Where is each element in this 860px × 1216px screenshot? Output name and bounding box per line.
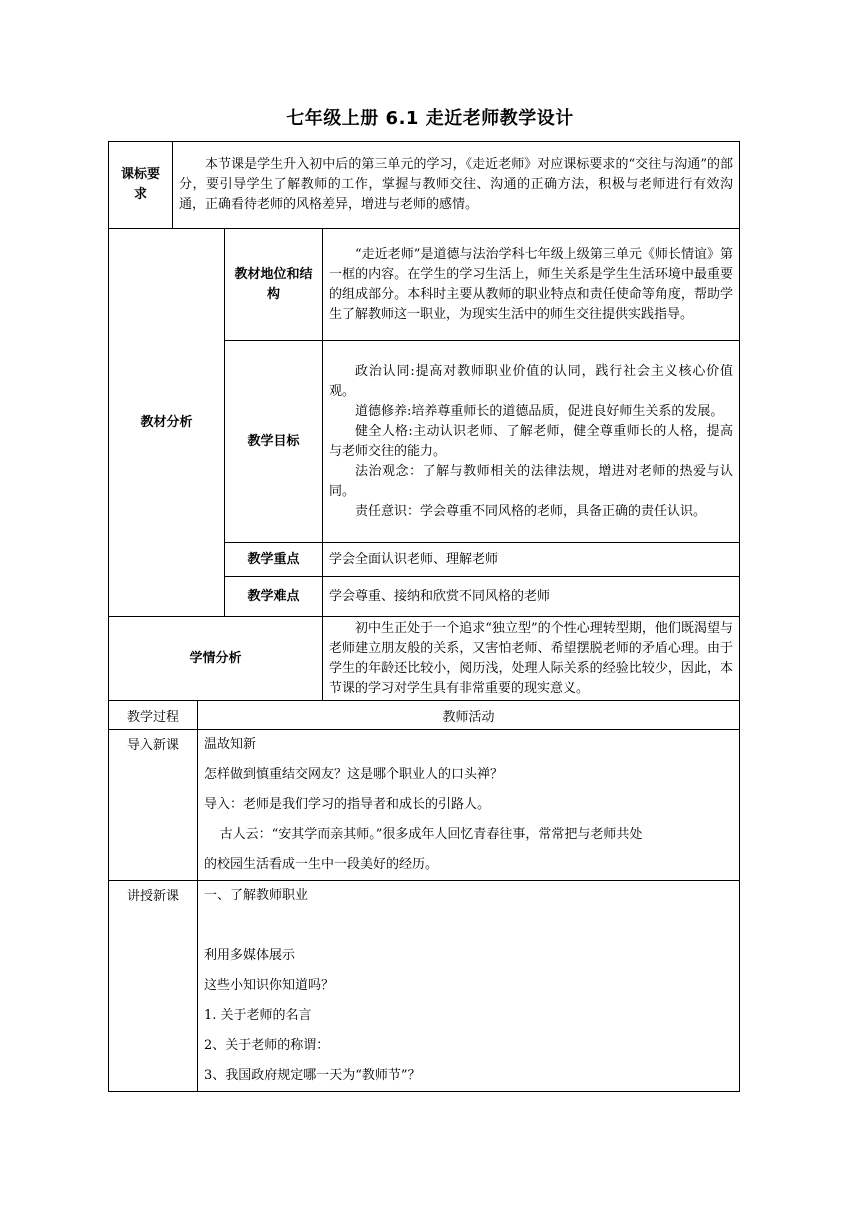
mubiao-item: 责任意识：学会尊重不同风格的老师，具备正确的责任认识。 bbox=[355, 503, 707, 519]
jiaocai-label: 教材分析 bbox=[109, 229, 225, 617]
jiangshou-label: 讲授新课 bbox=[109, 881, 198, 1092]
process-header-row bbox=[109, 701, 740, 730]
diwei-label: 教材地位和结构 bbox=[225, 229, 323, 341]
zhongdian-label: 教学重点 bbox=[225, 543, 323, 577]
diwei-row bbox=[109, 229, 740, 341]
diwei-paragraph: “走近老师”是道德与法治学科七年级上级第三单元《师长情谊》第一框的内容。在学生的学习生活上，师生关系是学生生活环境中最重要的组成部分。本科时主要从教师的职业特点和责任使命等角度，帮助学生了解教师这一职业，为现实生活中的师生交往提供实践指导。 bbox=[329, 246, 734, 322]
nandian-text: 学会尊重、接纳和欣赏不同风格的老师 bbox=[323, 577, 740, 617]
mubiao-item: 道德修养:培养尊重师长的道德品质，促进良好师生关系的发展。 bbox=[355, 403, 724, 419]
nandian-label: 教学难点 bbox=[225, 577, 323, 617]
jiangshou-line: 2、关于老师的称谓： bbox=[204, 1038, 330, 1053]
mubiao-label: 教学目标 bbox=[225, 341, 323, 543]
zhongdian-text: 学会全面认识老师、理解老师 bbox=[323, 543, 740, 577]
mubiao-item: 健全人格:主动认识老师、了解老师，健全尊重师长的人格，提高与老师交往的能力。 bbox=[329, 423, 734, 459]
jiangshou-line: 3、我国政府规定哪一天为“教师节”？ bbox=[204, 1068, 421, 1083]
diwei-text bbox=[323, 229, 740, 341]
daoru-line: 温故知新 bbox=[204, 737, 257, 752]
process-table bbox=[108, 700, 740, 1092]
process-col2-header: 教师活动 bbox=[198, 701, 740, 730]
page-title: 七年级上册 6.1 走近老师教学设计 bbox=[286, 108, 574, 129]
mubiao-item: 政治认同:提高对教师职业价值的认同，践行社会主义核心价值观。 bbox=[329, 363, 734, 399]
daoru-label: 导入新课 bbox=[109, 730, 198, 881]
jiangshou-line: 利用多媒体展示 bbox=[204, 948, 296, 963]
xueqing-paragraph: 初中生正处于一个追求“独立型”的个性心理转型期，他们既渴望与老师建立朋友般的关系，又害怕老师、希望摆脱老师的矛盾心理。由于学生的年龄还比较小，阅历浅，处理人际关系的经验比较少，因此，本节课的学习对学生具有非常重要的现实意义。 bbox=[329, 621, 734, 696]
jiangshou-spacer bbox=[204, 911, 733, 941]
mubiao-item: 法治观念：了解与教师相关的法律法规，增进对老师的热爱与认同。 bbox=[329, 463, 734, 499]
xueqing-label: 学情分析 bbox=[109, 617, 323, 702]
daoru-content bbox=[198, 730, 740, 881]
kebiao-label: 课标要求 bbox=[109, 142, 173, 229]
daoru-line: 的校园生活看成一生中一段美好的经历。 bbox=[204, 857, 439, 872]
process-col1-header: 教学过程 bbox=[109, 701, 198, 730]
xueqing-row bbox=[109, 617, 740, 702]
daoru-row bbox=[109, 730, 740, 881]
kebiao-row bbox=[109, 142, 740, 229]
kebiao-paragraph: 本节课是学生升入初中后的第三单元的学习，《走近老师》对应课标要求的“交往与沟通”的部分，要引导学生了解教师的工作，掌握与教师交往、沟通的正确方法，积极与老师进行有效沟通，正确看待老师的风格差异，增进与老师的感情。 bbox=[179, 157, 734, 212]
jiangshou-content bbox=[198, 881, 740, 1092]
daoru-line: 怎样做到慎重结交网友？这是哪个职业人的口头禅？ bbox=[204, 767, 504, 782]
design-table bbox=[108, 141, 740, 701]
xueqing-text bbox=[323, 617, 740, 702]
kebiao-text bbox=[173, 142, 740, 229]
jiangshou-line: 一、了解教师职业 bbox=[204, 888, 309, 903]
mubiao-list bbox=[323, 341, 740, 543]
daoru-line: 导入：老师是我们学习的指导者和成长的引路人。 bbox=[204, 797, 491, 812]
daoru-line: 古人云：“安其学而亲其师。”很多成年人回忆青春往事，常常把与老师共处 bbox=[219, 827, 643, 842]
jiangshou-line: 这些小知识你知道吗？ bbox=[204, 978, 335, 993]
jiangshou-row bbox=[109, 881, 740, 1092]
jiangshou-line: 1. 关于老师的名言 bbox=[204, 1008, 312, 1023]
